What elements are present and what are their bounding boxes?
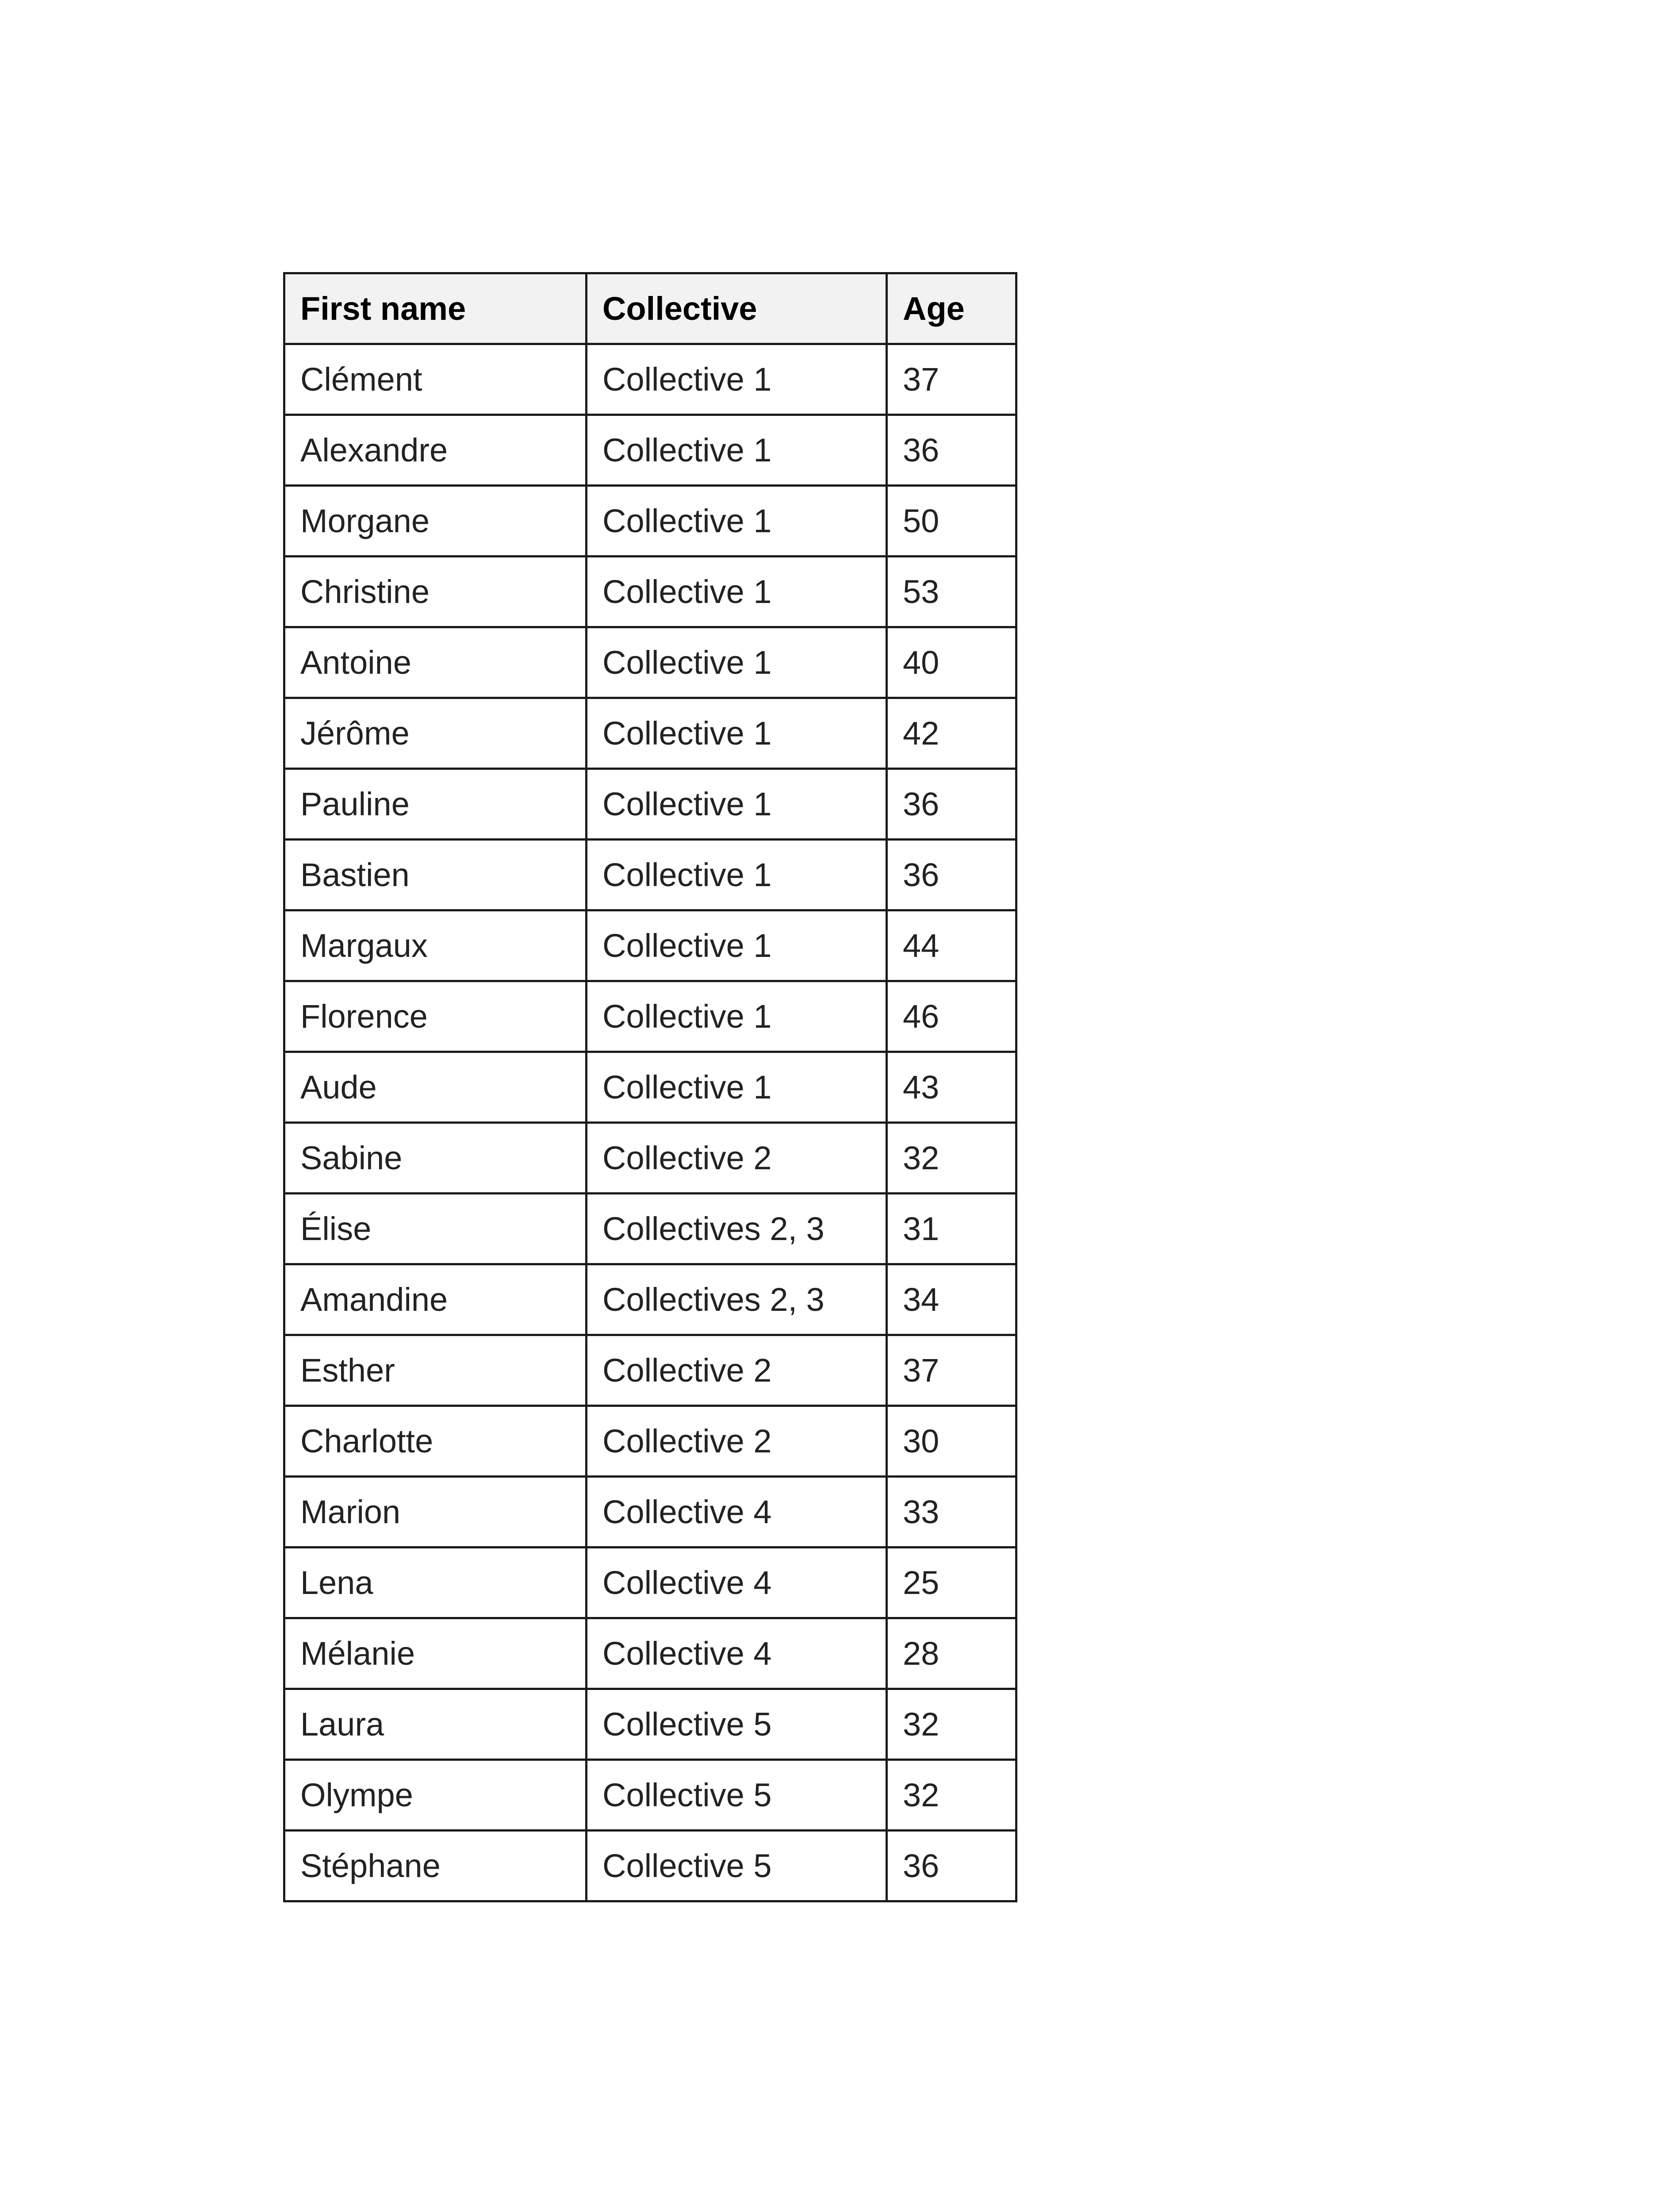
cell-first-name: Pauline bbox=[284, 769, 587, 840]
table-row bbox=[284, 1477, 1016, 1548]
table-row bbox=[284, 415, 1016, 486]
participants-table bbox=[283, 272, 1017, 1902]
table-row bbox=[284, 981, 1016, 1052]
cell-first-name: Bastien bbox=[284, 840, 587, 910]
cell-first-name: Sabine bbox=[284, 1123, 587, 1194]
cell-first-name: Élise bbox=[284, 1194, 587, 1264]
cell-age: 36 bbox=[887, 415, 1016, 486]
cell-collective: Collective 1 bbox=[587, 415, 887, 486]
cell-first-name: Marion bbox=[284, 1477, 587, 1548]
cell-age: 32 bbox=[887, 1760, 1016, 1831]
cell-collective: Collective 1 bbox=[587, 910, 887, 981]
cell-age: 42 bbox=[887, 698, 1016, 769]
table-body bbox=[284, 344, 1016, 1901]
header-age: Age bbox=[887, 273, 1016, 344]
cell-age: 53 bbox=[887, 557, 1016, 627]
cell-first-name: Laura bbox=[284, 1689, 587, 1760]
header-row bbox=[284, 273, 1016, 344]
cell-collective: Collective 5 bbox=[587, 1831, 887, 1901]
cell-first-name: Clément bbox=[284, 344, 587, 415]
cell-first-name: Charlotte bbox=[284, 1406, 587, 1477]
cell-age: 43 bbox=[887, 1052, 1016, 1123]
table-row bbox=[284, 698, 1016, 769]
table-row bbox=[284, 1760, 1016, 1831]
table-row bbox=[284, 1548, 1016, 1618]
cell-first-name: Amandine bbox=[284, 1264, 587, 1335]
cell-age: 40 bbox=[887, 627, 1016, 698]
cell-age: 31 bbox=[887, 1194, 1016, 1264]
cell-collective: Collective 1 bbox=[587, 769, 887, 840]
cell-collective: Collective 2 bbox=[587, 1335, 887, 1406]
table-row bbox=[284, 1335, 1016, 1406]
table-row bbox=[284, 557, 1016, 627]
cell-age: 32 bbox=[887, 1123, 1016, 1194]
cell-age: 36 bbox=[887, 769, 1016, 840]
table-row bbox=[284, 1406, 1016, 1477]
header-collective: Collective bbox=[587, 273, 887, 344]
cell-collective: Collective 4 bbox=[587, 1477, 887, 1548]
cell-first-name: Margaux bbox=[284, 910, 587, 981]
table-row bbox=[284, 1264, 1016, 1335]
cell-collective: Collective 4 bbox=[587, 1548, 887, 1618]
cell-collective: Collective 1 bbox=[587, 557, 887, 627]
cell-first-name: Mélanie bbox=[284, 1618, 587, 1689]
cell-age: 37 bbox=[887, 344, 1016, 415]
cell-collective: Collectives 2, 3 bbox=[587, 1264, 887, 1335]
cell-collective: Collectives 2, 3 bbox=[587, 1194, 887, 1264]
cell-first-name: Esther bbox=[284, 1335, 587, 1406]
cell-collective: Collective 1 bbox=[587, 627, 887, 698]
cell-first-name: Aude bbox=[284, 1052, 587, 1123]
table-row bbox=[284, 1052, 1016, 1123]
cell-collective: Collective 1 bbox=[587, 698, 887, 769]
cell-collective: Collective 2 bbox=[587, 1406, 887, 1477]
cell-first-name: Florence bbox=[284, 981, 587, 1052]
cell-age: 50 bbox=[887, 486, 1016, 557]
table-row bbox=[284, 1194, 1016, 1264]
table-row bbox=[284, 1689, 1016, 1760]
cell-collective: Collective 4 bbox=[587, 1618, 887, 1689]
table-row bbox=[284, 344, 1016, 415]
cell-age: 44 bbox=[887, 910, 1016, 981]
cell-collective: Collective 1 bbox=[587, 981, 887, 1052]
table-header bbox=[284, 273, 1016, 344]
header-first-name: First name bbox=[284, 273, 587, 344]
table-row bbox=[284, 627, 1016, 698]
cell-age: 28 bbox=[887, 1618, 1016, 1689]
cell-collective: Collective 1 bbox=[587, 840, 887, 910]
cell-collective: Collective 1 bbox=[587, 486, 887, 557]
cell-first-name: Jérôme bbox=[284, 698, 587, 769]
cell-age: 37 bbox=[887, 1335, 1016, 1406]
table-row bbox=[284, 1618, 1016, 1689]
cell-age: 30 bbox=[887, 1406, 1016, 1477]
cell-first-name: Olympe bbox=[284, 1760, 587, 1831]
cell-collective: Collective 1 bbox=[587, 1052, 887, 1123]
cell-first-name: Alexandre bbox=[284, 415, 587, 486]
cell-age: 36 bbox=[887, 1831, 1016, 1901]
cell-first-name: Morgane bbox=[284, 486, 587, 557]
cell-age: 36 bbox=[887, 840, 1016, 910]
cell-collective: Collective 2 bbox=[587, 1123, 887, 1194]
cell-first-name: Lena bbox=[284, 1548, 587, 1618]
cell-first-name: Christine bbox=[284, 557, 587, 627]
cell-collective: Collective 5 bbox=[587, 1689, 887, 1760]
table-row bbox=[284, 486, 1016, 557]
cell-age: 34 bbox=[887, 1264, 1016, 1335]
cell-first-name: Stéphane bbox=[284, 1831, 587, 1901]
table-row bbox=[284, 1831, 1016, 1901]
table-row bbox=[284, 1123, 1016, 1194]
cell-age: 33 bbox=[887, 1477, 1016, 1548]
cell-collective: Collective 5 bbox=[587, 1760, 887, 1831]
table-row bbox=[284, 840, 1016, 910]
cell-first-name: Antoine bbox=[284, 627, 587, 698]
cell-collective: Collective 1 bbox=[587, 344, 887, 415]
cell-age: 25 bbox=[887, 1548, 1016, 1618]
table-row bbox=[284, 910, 1016, 981]
cell-age: 46 bbox=[887, 981, 1016, 1052]
cell-age: 32 bbox=[887, 1689, 1016, 1760]
table-row bbox=[284, 769, 1016, 840]
